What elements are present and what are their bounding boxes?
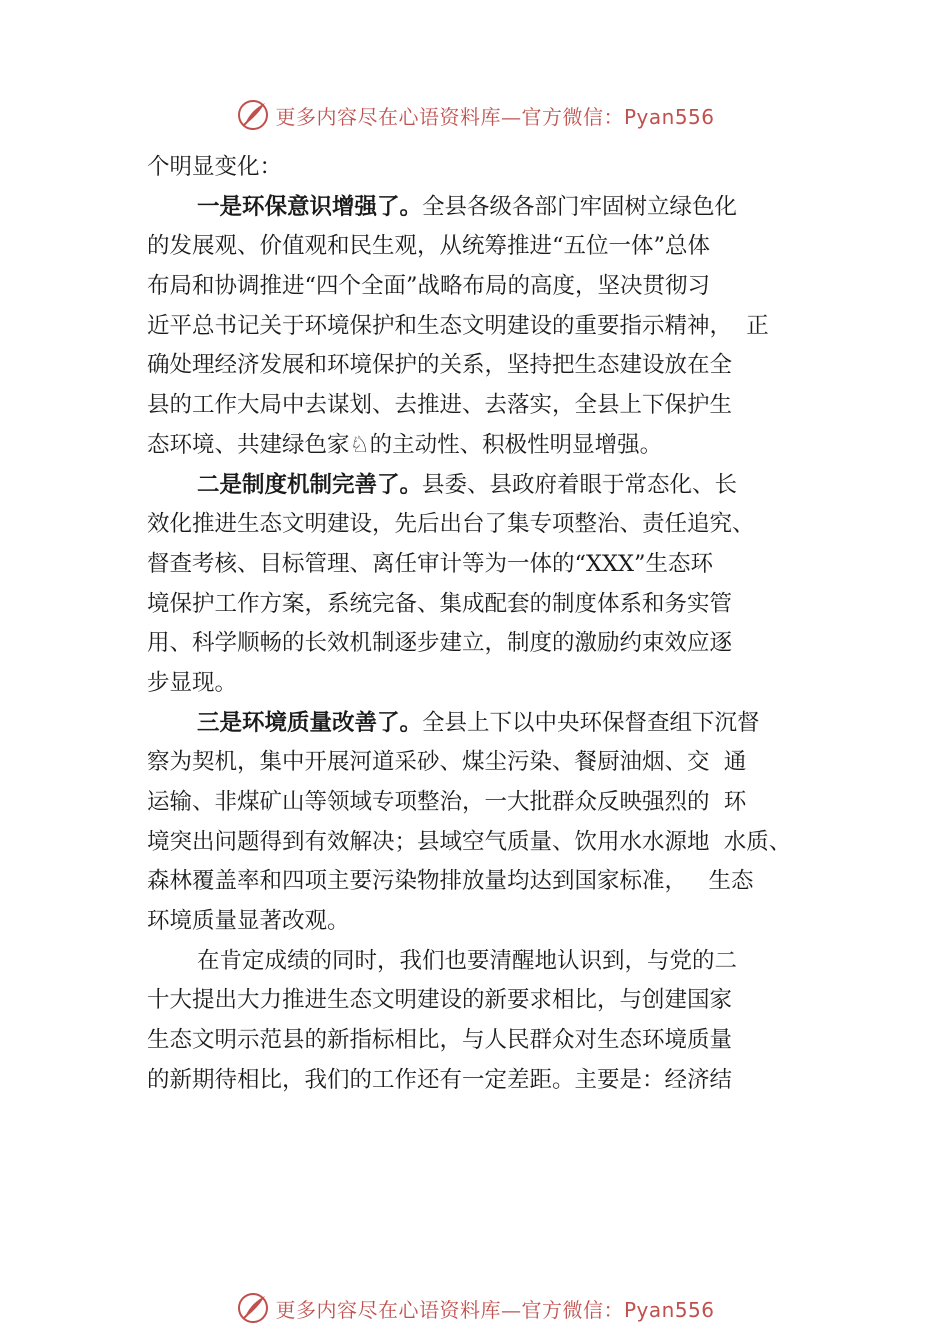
watermark-main-text: 更多内容尽在心语资料库—官方微信： bbox=[275, 104, 624, 129]
text-line: 确处理经济发展和环境保护的关系，坚持把生态建设放在全 bbox=[147, 352, 733, 379]
paragraph-heading: 三是环境质量改善了。 bbox=[197, 709, 423, 736]
text-line: 察为契机，集中开展河道采砂、煤尘污染、餐厨油烟、交 通 bbox=[147, 749, 747, 776]
paragraph-heading: 一是环保意识增强了。 bbox=[197, 193, 423, 220]
watermark-main-text: 更多内容尽在心语资料库—官方微信： bbox=[275, 1297, 624, 1322]
text-line bbox=[147, 704, 847, 744]
text-line: 用、科学顺畅的长效机制逐步建立，制度的激励约束效应逐 bbox=[147, 630, 733, 657]
text-line: 生态文明示范县的新指标相比，与人民群众对生态环境质量 bbox=[147, 1027, 733, 1054]
text-line: 步显现。 bbox=[147, 669, 238, 696]
watermark-text bbox=[275, 1294, 714, 1323]
text-line: 个明显变化： bbox=[147, 154, 283, 180]
text-line: 近平总书记关于环境保护和生态文明建设的重要指示精神， 正 bbox=[147, 312, 769, 339]
watermark-text bbox=[275, 101, 714, 130]
footer-watermark-banner bbox=[0, 1288, 950, 1328]
text-line: 在肯定成绩的同时，我们也要清醒地认识到，与党的二 bbox=[197, 947, 738, 974]
watermark-wechat-id: Pyan556 bbox=[623, 104, 715, 129]
text-line: 的新期待相比，我们的工作还有一定差距。主要是：经济结 bbox=[147, 1066, 733, 1093]
text-line: 县的工作大局中去谋划、去推进、去落实，全县上下保护生 bbox=[147, 392, 733, 419]
text-line-rest: 全县上下以中央环保督查组下沉督 bbox=[422, 709, 760, 736]
text-line: 督查考核、目标管理、离任审计等为一体的“XXX”生态环 bbox=[147, 550, 714, 577]
text-line: 的发展观、价值观和民生观，从统筹推进“五位一体”总体 bbox=[147, 233, 711, 260]
text-line: 效化推进生态文明建设，先后出台了集专项整治、责任追究、 bbox=[147, 511, 755, 538]
text-line: 布局和协调推进“四个全面”战略布局的高度，坚决贯彻习 bbox=[147, 273, 711, 300]
text-line: 环境质量显著改观。 bbox=[147, 908, 350, 935]
text-line: 森林覆盖率和四项主要污染物排放量均达到国家标准， 生态 bbox=[147, 868, 754, 895]
text-line bbox=[147, 466, 847, 506]
text-line: 十大提出大力推进生态文明建设的新要求相比，与创建国家 bbox=[147, 987, 733, 1014]
paragraph-heading: 二是制度机制完善了。 bbox=[197, 471, 423, 498]
quill-pen-logo-icon bbox=[235, 1290, 271, 1326]
text-line: 态环境、共建绿色家♘的主动性、积极性明显增强。 bbox=[147, 431, 663, 458]
text-line: 运输、非煤矿山等领域专项整治，一大批群众反映强烈的 环 bbox=[147, 789, 747, 815]
text-line: 境保护工作方案，系统完备、集成配套的制度体系和务实管 bbox=[147, 590, 733, 617]
text-line bbox=[147, 188, 847, 228]
watermark-wechat-id: Pyan556 bbox=[623, 1297, 715, 1322]
quill-pen-logo-icon bbox=[235, 97, 271, 133]
document-body bbox=[147, 148, 847, 1101]
text-line: 境突出问题得到有效解决；县域空气质量、饮用水水源地 水质、 bbox=[147, 828, 792, 855]
text-line-rest: 全县各级各部门牢固树立绿色化 bbox=[422, 193, 738, 220]
header-watermark-banner bbox=[0, 95, 950, 135]
text-line-rest: 县委、县政府着眼于常态化、长 bbox=[422, 471, 738, 498]
